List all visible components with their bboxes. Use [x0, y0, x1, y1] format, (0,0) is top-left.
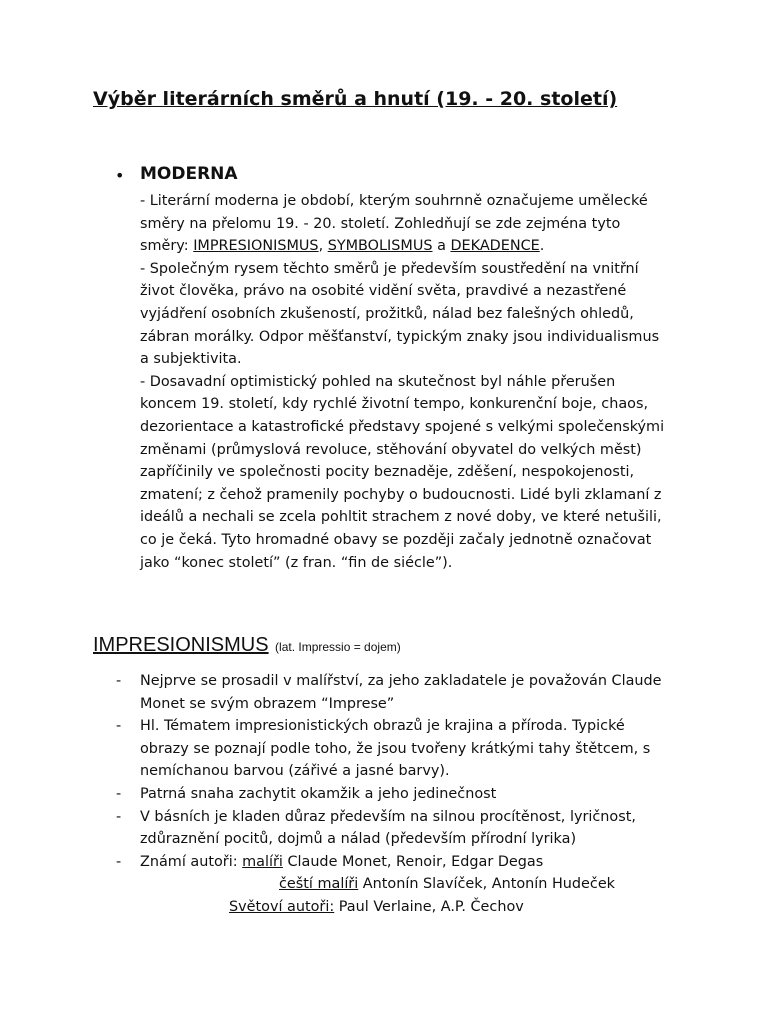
text-line: Hl. Tématem impresionistických obrazů je krajina a příroda. Typické	[140, 718, 625, 735]
text-span: Antonín Slavíček, Antonín Hudeček	[358, 876, 616, 893]
dash-bullet: -	[116, 853, 122, 870]
label-svetovi-autor: Světoví autoři:	[229, 898, 335, 915]
list-item	[0, 783, 768, 806]
text-line: jako “konec století” (z fran. “fin de siécle”).	[140, 554, 453, 571]
text-span: a	[432, 238, 451, 255]
impresionismus-title: IMPRESIONISMUS	[93, 634, 269, 656]
text-line: vyjádření osobních zkušeností, prožitků, nálad bez falešných ohledů,	[140, 305, 634, 322]
text-span: Claude Monet, Renoir, Edgar Degas	[282, 853, 544, 870]
term-symbolismus: SYMBOLISMUS	[327, 238, 433, 255]
text-line	[140, 851, 768, 874]
dash-bullet: -	[116, 673, 122, 689]
text-line: směry na přelomu 19. - 20. století. Zohledňují se zde zejména tyto	[140, 215, 621, 232]
text-line: co je čeká. Tyto hromadné obavy se později začaly jednotně označovat	[140, 531, 652, 548]
text-span: .	[539, 238, 545, 255]
impresionismus-list	[0, 670, 768, 919]
text-line: nemíchanou barvou (zářivé a jasné barvy).	[140, 763, 450, 780]
text-line: zábran morálky. Odpor měšťanství, typickým znaky jsou individualismus	[140, 328, 660, 345]
list-item	[0, 670, 768, 715]
text-line: obrazy se poznají podle toho, že jsou tvořeny krátkými tahy štětcem, s	[140, 740, 651, 757]
text-line: - Dosavadní optimistický pohled na skutečnost byl náhle přerušen	[140, 373, 616, 390]
bullet-icon: •	[115, 166, 125, 185]
moderna-body	[140, 190, 690, 574]
text-span: ,	[318, 238, 328, 255]
label-cesti-malir: čeští malíři	[279, 876, 359, 893]
moderna-heading: MODERNA	[140, 164, 238, 184]
text-line: Monet se svým obrazem “Imprese”	[140, 695, 395, 712]
term-impresionismus: IMPRESIONISMUS	[193, 238, 319, 255]
text-line: zdůraznění pocitů, dojmů a nálad (především přírodní lyrika)	[140, 831, 577, 848]
dash-bullet: -	[116, 718, 122, 735]
text-span: Paul Verlaine, A.P. Čechov	[334, 898, 524, 915]
text-line: - Literární moderna je období, kterým souhrnně označujeme umělecké	[140, 193, 648, 209]
text-line: - Společným rysem těchto směrů je především soustředění na vnitřní	[140, 260, 639, 277]
text-line: Patrná snaha zachytit okamžik a jeho jedinečnost	[140, 785, 497, 802]
page-title: Výběr literárních směrů a hnutí (19. - 20. století)	[93, 88, 618, 110]
text-span: Známí autoři:	[140, 853, 243, 870]
label-malir: malíři	[242, 853, 283, 870]
list-item	[0, 851, 768, 874]
text-line: a subjektivita.	[140, 351, 242, 368]
text-line: ideálů a nechali se zcela pohltit strachem z nové doby, ve které netušili,	[140, 509, 662, 526]
dash-bullet: -	[116, 785, 122, 802]
text-line: Nejprve se prosadil v malířství, za jeho zakladatele je považován Claude	[140, 673, 662, 689]
term-dekadence: DEKADENCE	[450, 238, 540, 255]
text-line: dezorientace a katastrofické představy spojené s velkými společenskými	[140, 418, 665, 435]
list-item	[0, 715, 768, 783]
text-line: zmatení; z čehož pramenily pochyby o budoucnosti. Lidé byli zklamaní z	[140, 486, 662, 503]
list-item	[0, 806, 768, 851]
text-line: zapříčinily ve společnosti pocity beznaděje, zděšení, nespokojenosti,	[140, 464, 635, 481]
text-line	[0, 896, 768, 919]
text-line: V básních je kladen důraz především na silnou procítěnost, lyričnost,	[140, 808, 636, 825]
text-span: směry:	[140, 238, 194, 255]
impresionismus-subtitle: (lat. Impressio = dojem)	[275, 640, 401, 654]
text-line	[0, 873, 768, 896]
text-line: změnami (průmyslová revoluce, stěhování obyvatel do velkých měst)	[140, 441, 642, 458]
text-line: život člověka, právo na osobité vidění světa, pravdivé a nezastřené	[140, 283, 627, 300]
dash-bullet: -	[116, 808, 122, 825]
text-line: koncem 19. století, kdy rychlé životní tempo, konkurenční boje, chaos,	[140, 396, 649, 413]
impresionismus-heading	[93, 634, 401, 657]
text-line	[140, 235, 690, 258]
